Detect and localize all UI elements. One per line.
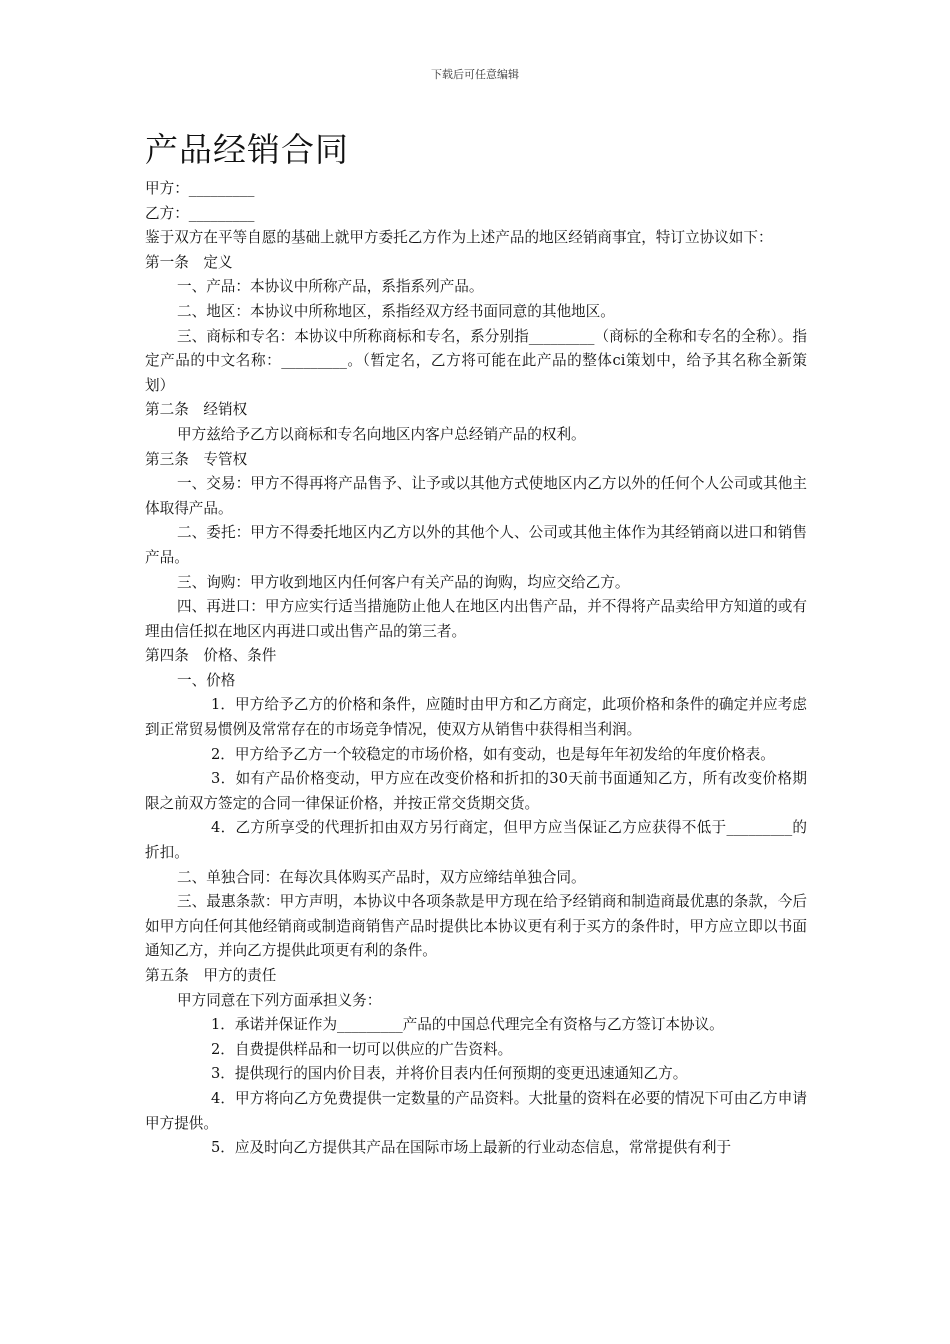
- paragraph: 甲方同意在下列方面承担义务：: [177, 991, 382, 1009]
- paragraph: 4．甲方将向乙方免费提供一定数量的产品资料。大批量的资料在必要的情况下可由乙方申请甲方提供。: [145, 1089, 807, 1132]
- paragraph: 三、最惠条款：甲方声明，本协议中各项条款是甲方现在给予经销商和制造商最优惠的条款，今后如甲方向任何其他经销商或制造商销售产品时提供比本协议更有利于买方的条件时，甲方应立即以书面通知乙方，并向乙方提供此项更有利的条件。: [145, 893, 807, 960]
- article-heading: 第三条 专管权: [145, 450, 248, 468]
- paragraph: 一、交易：甲方不得再将产品售予、让予或以其他方式使地区内乙方以外的任何个人公司或其他主体取得产品。: [145, 475, 807, 517]
- article-heading: 第一条 定义: [145, 253, 233, 271]
- document-title: 产品经销合同: [145, 130, 349, 169]
- paragraph: 一、产品：本协议中所称产品，系指系列产品。: [177, 278, 484, 296]
- article-heading: 第二条 经销权: [145, 401, 248, 419]
- paragraph: 3．提供现行的国内价目表，并将价目表内任何预期的变更迅速通知乙方。: [211, 1065, 688, 1083]
- paragraph: 甲方兹给予乙方以商标和专名向地区内客户总经销产品的权利。: [177, 425, 586, 443]
- paragraph: 3．如有产品价格变动，甲方应在改变价格和折扣的30天前书面通知乙方，所有改变价格期限之前双方签定的合同一律保证价格，并按正常交货期交货。: [145, 770, 807, 812]
- paragraph: 四、再进口：甲方应实行适当措施防止他人在地区内出售产品，并不得将产品卖给甲方知道的或有理由信任拟在地区内再进口或出售产品的第三者。: [145, 598, 807, 640]
- paragraph: 1．承诺并保证作为_________产品的中国总代理完全有资格与乙方签订本协议。: [211, 1016, 724, 1034]
- article-heading: 第四条 价格、条件: [145, 647, 277, 665]
- paragraph: 三、商标和专名：本协议中所称商标和专名，系分别指_________（商标的全称和专名的全称）。指定产品的中文名称：_________。（暂定名，乙方将可能在此产品的整体ci策划中，给予其名称全新策划）: [145, 327, 807, 394]
- paragraph: 5．应及时向乙方提供其产品在国际市场上最新的行业动态信息，常常提供有利于: [211, 1139, 732, 1157]
- paragraph: 一、价格: [177, 671, 236, 689]
- paragraph: 1．甲方给予乙方的价格和条件，应随时由甲方和乙方商定，此项价格和条件的确定并应考虑到正常贸易惯例及常常存在的市场竞争情况，使双方从销售中获得相当利润。: [145, 696, 807, 739]
- paragraph: 二、委托：甲方不得委托地区内乙方以外的其他个人、公司或其他主体作为其经销商以进口和销售产品。: [145, 524, 807, 566]
- paragraph: 4．乙方所享受的代理折扣由双方另行商定，但甲方应当保证乙方应获得不低于_________的折扣。: [145, 819, 807, 862]
- article-heading: 第五条 甲方的责任: [145, 967, 277, 984]
- paragraph: 2．甲方给予乙方一个较稳定的市场价格，如有变动，也是每年年初发给的年度价格表。: [211, 745, 775, 763]
- header-note: 下载后可任意编辑: [431, 68, 519, 81]
- paragraph: 二、地区：本协议中所称地区，系指经双方经书面同意的其他地区。: [177, 302, 615, 320]
- paragraph: 乙方：_________: [145, 204, 255, 222]
- document-body: [145, 125, 807, 1161]
- paragraph: 三、询购：甲方收到地区内任何客户有关产品的询购，均应交给乙方。: [177, 573, 630, 591]
- paragraph-list: [145, 177, 807, 1161]
- paragraph: 二、单独合同：在每次具体购买产品时，双方应缔结单独合同。: [177, 868, 586, 886]
- paragraph: 2．自费提供样品和一切可以供应的广告资料。: [211, 1040, 513, 1058]
- paragraph: 鉴于双方在平等自愿的基础上就甲方委托乙方作为上述产品的地区经销商事宜，特订立协议如下：: [145, 229, 773, 247]
- paragraph: 甲方：_________: [145, 180, 255, 197]
